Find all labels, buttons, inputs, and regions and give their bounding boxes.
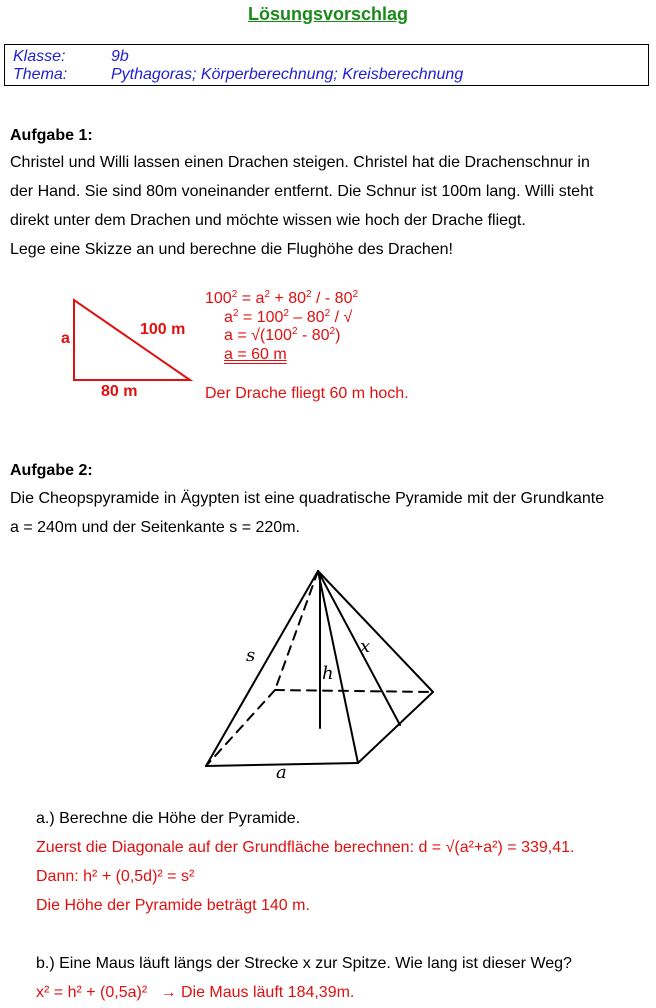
answer-a-line: Zuerst die Diagonale auf der Grundfläche berechnen: d = √(a²+a²) = 339,41. <box>36 839 575 856</box>
klasse-label: Klasse: <box>13 48 66 65</box>
aufgabe1-line: Christel und Willi lassen einen Drachen steigen. Christel hat die Drachenschnur in <box>10 154 590 171</box>
answer-a-line: Die Höhe der Pyramide beträgt 140 m. <box>36 897 310 914</box>
calc-line-1: $100^2 = a^2 + 80^2$ / - $80^2$ <box>205 289 359 307</box>
aufgabe1-line: direkt unter dem Drachen und möchte wissen wie hoch der Drache fliegt. <box>10 212 526 229</box>
question-b: b.) Eine Maus läuft längs der Strecke x zur Spitze. Wie lang ist dieser Weg? <box>36 955 572 972</box>
aufgabe2-line: Die Cheopspyramide in Ägypten ist eine quadratische Pyramide mit der Grundkante <box>10 490 605 507</box>
aufgabe2-heading: Aufgabe 2: <box>10 462 93 479</box>
pyramid-label-h: h <box>322 663 334 684</box>
triangle-label-base: 80 m <box>101 383 138 400</box>
aufgabe1-line: der Hand. Sie sind 80m voneinander entfernt. Die Schnur ist 100m lang. Willi steht <box>10 183 594 200</box>
aufgabe1-heading: Aufgabe 1: <box>10 127 93 144</box>
result-text: Der Drache fliegt 60 m hoch. <box>205 385 409 402</box>
pyramid-label-x: x <box>360 636 371 657</box>
pyramid-label-s: s <box>246 645 256 666</box>
calc-line-4: a = 60 m <box>224 346 287 363</box>
triangle-label-hyp: 100 m <box>140 321 186 338</box>
arrow-right-icon: → <box>160 984 177 1001</box>
calc-line-2: $a^2 = 100^2 - 80^2$ / √ <box>224 308 353 326</box>
aufgabe2-line: a = 240m und der Seitenkante s = 220m. <box>10 519 300 536</box>
thema-label: Thema: <box>13 66 68 83</box>
question-a: a.) Berechne die Höhe der Pyramide. <box>36 810 301 827</box>
answer-b: x² = h² + (0,5a)² → Die Maus läuft 184,39m. <box>36 984 355 1001</box>
page-title: Lösungsvorschlag <box>247 4 409 24</box>
answer-a-line: Dann: h² + (0,5d)² = s² <box>36 868 195 885</box>
pyramid-label-a: a <box>276 762 287 783</box>
aufgabe1-line: Lege eine Skizze an und berechne die Flughöhe des Drachen! <box>10 241 453 258</box>
calc-line-3: $a = √(100^2 - 80^2)$ <box>224 326 341 344</box>
klasse-value: 9b <box>111 48 129 65</box>
triangle-label-a: a <box>61 330 70 347</box>
thema-value: Pythagoras; Körperberechnung; Kreisberechnung <box>111 66 464 83</box>
